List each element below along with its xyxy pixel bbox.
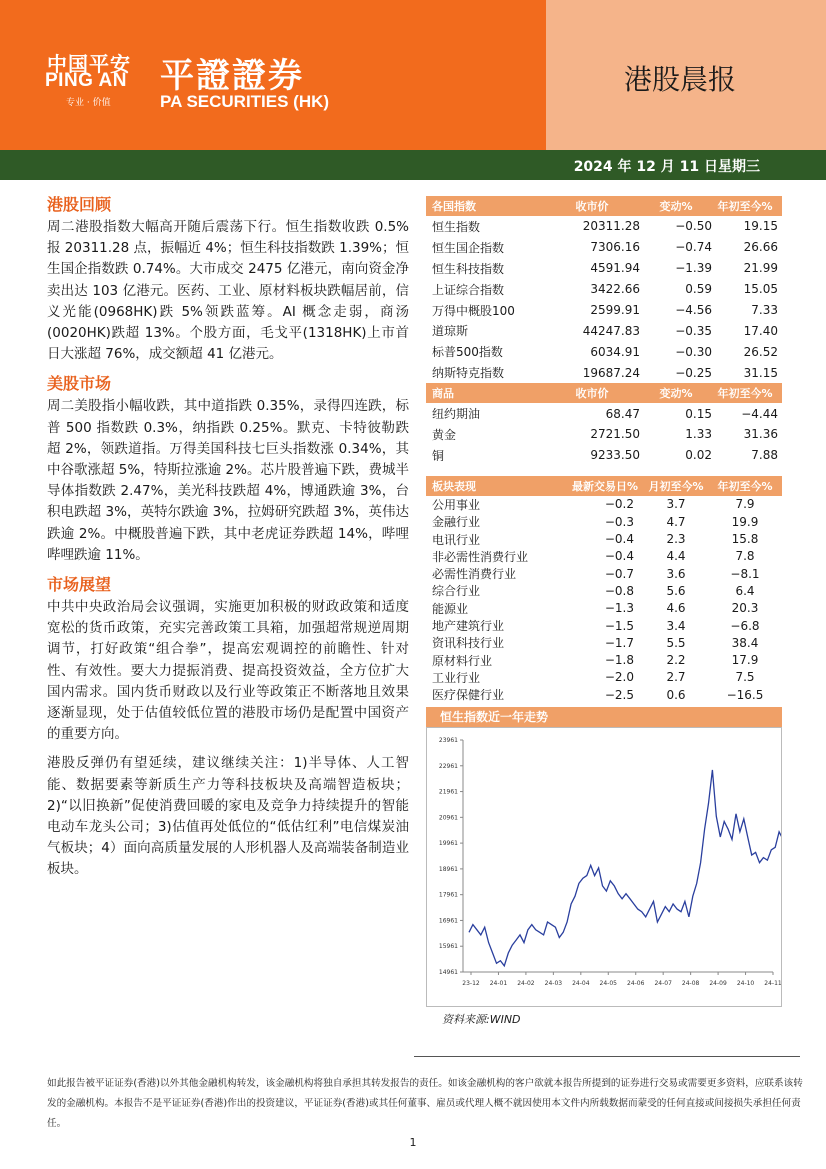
table-cell: −0.4 — [604, 532, 634, 547]
section-title-hk-review: 港股回顾 — [47, 195, 112, 214]
chart-source: 资料来源:WIND — [442, 1013, 521, 1027]
table-cell: 7.8 — [735, 549, 755, 564]
commodities-table-body — [426, 403, 782, 466]
section-title-outlook: 市场展望 — [47, 575, 112, 595]
commentary-column — [47, 190, 409, 881]
pingan-logo-en: PING AN — [45, 70, 127, 91]
table-row — [426, 548, 782, 565]
table-cell: −0.8 — [604, 583, 634, 598]
table-cell: 2.3 — [666, 532, 686, 547]
table-cell: 15.05 — [743, 282, 778, 297]
table-cell: −1.8 — [604, 653, 634, 668]
section-title-us-market: 美股市场 — [47, 374, 112, 394]
hk-review-text: 周二港股指数大幅高开随后震荡下行。恒生指数收跌 0.5%报 20311.28 点，振幅近 4%；恒生科技指数跌 1.39%；恒生国企指数跌 0.74%。大市成交 2475 亿港元，南向资金净卖出达 103 亿港元。医药、工业、原材料板块跌幅居前，信义光能(0968HK)跌 5%领跌蓝筹。AI 概念走弱，商汤(0020HK)跌超 13%。个股方面，毛戈平(1318HK)上市首日大涨超 76%，成交额超 41 亿港元。 — [47, 219, 409, 363]
col-header: 年初至今% — [717, 479, 773, 493]
table-cell: 3422.66 — [590, 282, 640, 297]
table-cell: −1.5 — [604, 618, 634, 633]
table-cell: −0.74 — [675, 240, 712, 255]
table-cell: 必需性消费行业 — [432, 567, 517, 582]
table-cell: 标普500指数 — [432, 345, 503, 360]
table-cell: 3.6 — [666, 566, 686, 581]
table-row — [426, 530, 782, 547]
table-cell: 道琼斯 — [432, 324, 469, 339]
y-tick-label: 15961 — [438, 943, 458, 951]
table-cell: 0.02 — [685, 448, 712, 463]
table-cell: 地产建筑行业 — [432, 619, 505, 634]
y-tick-label: 23961 — [438, 737, 458, 745]
table-cell: 20311.28 — [582, 219, 640, 234]
table-cell: 0.6 — [666, 687, 686, 702]
x-tick-label: 24-03 — [544, 980, 563, 988]
y-tick-label: 16961 — [438, 917, 458, 925]
table-row — [426, 424, 782, 445]
table-row — [426, 216, 782, 237]
table-cell: 恒生指数 — [432, 219, 481, 234]
x-tick-label: 24-05 — [599, 980, 617, 988]
table-cell: −6.8 — [730, 618, 760, 633]
x-tick-label: 24-10 — [736, 980, 755, 988]
table-row — [426, 279, 782, 300]
logo-slogan: 专业 · 价值 — [66, 98, 111, 108]
col-header: 收市价 — [575, 387, 609, 401]
table-cell: 17.40 — [743, 323, 778, 338]
y-tick-label: 20961 — [438, 814, 458, 822]
x-tick-label: 24-02 — [517, 980, 535, 988]
us-market-text: 周二美股指小幅收跌，其中道指跌 0.35%，录得四连跌，标普 500 指数跌 0.3%，纳指跌 0.25%。默克、卡特彼勒跌超 2%，领跌道指。万得美国科技七巨头指数涨 0.34%，其中谷歌涨超 5%，特斯拉涨逾 2%。芯片股普遍下跌，费城半导体指数跌 2.47%，美光科技跌超 4%，博通跌逾 3%，台积电跌超 3%，英特尔跌逾 3%，拉姆研究跌超 3%，英伟达跌逾 2%。中概股普遍下跌，其中老虎证券跌超 14%，哔哩哔哩跌逾 11%。 — [47, 398, 409, 563]
table-cell: 17.9 — [731, 653, 759, 668]
sectors-table-header — [426, 476, 782, 496]
table-cell: 非必需性消费行业 — [432, 549, 529, 564]
brand-name-en: PA SECURITIES (HK) — [160, 92, 330, 111]
x-tick-label: 24-07 — [654, 980, 672, 988]
hsi-line-chart — [427, 728, 781, 1006]
col-header: 变动% — [659, 387, 693, 401]
table-cell: −4.56 — [675, 303, 712, 317]
indices-table-header — [426, 196, 782, 216]
x-tick-label: 24-08 — [681, 980, 700, 988]
table-cell: −16.5 — [726, 687, 764, 702]
table-cell: 5.6 — [666, 583, 686, 598]
table-cell: 2721.50 — [590, 427, 640, 442]
table-cell: 7.33 — [751, 303, 778, 317]
table-row — [426, 686, 782, 703]
table-row — [426, 320, 782, 341]
x-tick-label: 24-01 — [489, 980, 508, 988]
table-cell: 19687.24 — [582, 365, 640, 380]
table-cell: 44247.83 — [582, 323, 640, 338]
y-tick-label: 17961 — [438, 892, 458, 900]
table-row — [426, 258, 782, 279]
outlook-text: 中共中央政治局会议强调，实施更加积极的财政政策和适度宽松的货币政策，充实完善政策工具箱，加强超常规逆周期调节，打好政策“组合拳”，提高宏观调控的前瞻性、针对性、有效性。要大力提振消费、提高投资效益，全方位扩大国内需求。国内货币财政以及行业等政策正不断落地且效果逐渐显现，处于估值较低位置的港股市场仍是配置中国资产的重要方向。 — [47, 599, 409, 743]
table-row — [426, 600, 782, 617]
x-tick-label: 24-09 — [709, 980, 727, 988]
table-cell: 7.9 — [735, 497, 755, 512]
table-cell: 电讯行业 — [432, 532, 481, 547]
sectors-table-body — [426, 496, 782, 704]
y-tick-label: 22961 — [438, 763, 458, 771]
page-number: 1 — [409, 1136, 417, 1149]
table-cell: 4.6 — [666, 601, 686, 616]
table-cell: 5.5 — [666, 635, 686, 650]
hsi-chart-frame — [426, 727, 782, 1007]
report-date: 2024 年 12 月 11 日星期三 — [573, 159, 760, 175]
y-tick-label: 21961 — [438, 788, 458, 796]
table-cell: 7.5 — [735, 670, 755, 685]
table-cell: −2.0 — [604, 670, 634, 685]
col-header: 最新交易日% — [571, 479, 639, 493]
brand-name-cn: 平證證券 — [160, 56, 304, 96]
table-cell: 上证综合指数 — [432, 282, 505, 297]
table-cell: 4.4 — [666, 549, 686, 564]
report-title: 港股晨报 — [624, 63, 737, 96]
table-row — [426, 513, 782, 530]
table-cell: 恒生科技指数 — [432, 261, 505, 276]
table-cell: 3.4 — [666, 618, 686, 633]
table-cell: 原材料行业 — [432, 653, 493, 668]
table-row — [426, 651, 782, 668]
table-row — [426, 341, 782, 362]
table-cell: 7306.16 — [590, 240, 640, 255]
table-row — [426, 565, 782, 582]
outlook-recommendations-text: 港股反弹仍有望延续，建议继续关注：1)半导体、人工智能、数据要素等新质生产力等科技板块及高端智造板块；2)“以旧换新”促使消费回暖的家电及竞争力持续提升的智能电动车龙头公司；3)估值再处低位的“低估红利”电信煤炭油气板块；4）面向高质量发展的人形机器人及高端装备制造业板块。 — [47, 755, 409, 878]
table-cell: 0.59 — [685, 282, 712, 297]
table-cell: 7.88 — [751, 448, 778, 463]
table-cell: 31.15 — [743, 365, 778, 380]
table-cell: 铜 — [432, 448, 445, 463]
table-cell: 21.99 — [743, 261, 778, 276]
table-cell: −0.2 — [604, 497, 634, 512]
table-row — [426, 669, 782, 686]
table-cell: 3.7 — [666, 497, 686, 512]
table-cell: 金融行业 — [432, 515, 481, 530]
table-cell: 恒生国企指数 — [432, 240, 505, 255]
table-cell: 6.4 — [735, 583, 755, 598]
indices-table — [426, 196, 782, 383]
table-cell: 26.52 — [743, 344, 778, 359]
table-row — [426, 582, 782, 599]
table-cell: 19.9 — [731, 514, 759, 529]
table-cell: 26.66 — [743, 240, 778, 255]
col-header: 年初至今% — [717, 387, 773, 401]
table-cell: 2.7 — [666, 670, 686, 685]
table-cell: 1.33 — [685, 427, 712, 442]
table-cell: −8.1 — [730, 566, 760, 581]
col-header: 收市价 — [575, 200, 609, 213]
table-cell: 资讯科技行业 — [432, 636, 505, 651]
table-row — [426, 362, 782, 383]
table-cell: −0.25 — [675, 365, 712, 380]
commodities-table — [426, 383, 782, 466]
table-cell: −4.44 — [741, 406, 778, 421]
pingan-logo-cn: 中国平安 — [47, 52, 131, 76]
table-cell: 15.8 — [731, 532, 759, 547]
table-cell: −1.3 — [604, 601, 634, 616]
table-cell: 6034.91 — [590, 344, 640, 359]
y-tick-label: 14961 — [438, 969, 458, 977]
table-cell: 黄金 — [432, 427, 457, 442]
table-cell: 医疗保健行业 — [432, 688, 505, 703]
table-cell: 4591.94 — [590, 261, 640, 276]
col-header: 商品 — [432, 387, 454, 401]
table-cell: 能源业 — [432, 601, 469, 616]
table-cell: −0.50 — [675, 219, 712, 234]
table-row — [426, 496, 782, 513]
table-cell: 纽约期油 — [432, 407, 481, 422]
x-tick-label: 24-11 — [764, 980, 781, 988]
table-cell: −0.7 — [604, 566, 634, 581]
indices-table-body — [426, 216, 782, 383]
table-cell: 0.15 — [685, 406, 712, 421]
date-bar — [0, 150, 826, 180]
chart-title: 恒生指数近一年走势 — [426, 707, 782, 727]
col-header: 变动% — [659, 200, 693, 213]
table-cell: 综合行业 — [432, 584, 481, 599]
table-cell: 公用事业 — [432, 497, 481, 512]
table-cell: −1.39 — [675, 261, 712, 276]
table-cell: 31.36 — [743, 427, 778, 442]
hsi-series-line — [469, 770, 781, 966]
table-row — [426, 617, 782, 634]
y-tick-label: 19961 — [438, 840, 458, 848]
x-tick-label: 23-12 — [462, 980, 480, 988]
table-row — [426, 403, 782, 424]
y-tick-label: 18961 — [438, 866, 458, 874]
table-row — [426, 445, 782, 466]
disclaimer-text: 如此报告被平证证券(香港)以外其他金融机构转发，该金融机构将独自承担其转发报告的责任。如该金融机构的客户欲就本报告所提到的证券进行交易或需要更多资料，应联系该转发的金融机构。本报告不是平证证券(香港)作出的投资建议，平证证券(香港)或其任何董事、雇员或代理人概不就因使用本文件内所载数据而蒙受的任何直接或间接损失承担任何责任。 — [47, 1078, 803, 1129]
commodities-table-header — [426, 383, 782, 403]
table-cell: 38.4 — [731, 635, 759, 650]
table-cell: 万得中概股100 — [432, 303, 515, 318]
table-cell: 2.2 — [666, 653, 686, 668]
table-cell: 纳斯特克指数 — [432, 366, 505, 381]
table-cell: −1.7 — [604, 635, 634, 650]
table-cell: −2.5 — [604, 687, 634, 702]
table-cell: 4.7 — [666, 514, 686, 529]
table-row — [426, 634, 782, 651]
table-cell: 20.3 — [731, 601, 759, 616]
x-tick-label: 24-06 — [627, 980, 645, 988]
col-header: 板块表现 — [432, 479, 476, 493]
sectors-table — [426, 476, 782, 704]
x-tick-label: 24-04 — [572, 980, 590, 988]
table-row — [426, 300, 782, 321]
table-cell: 9233.50 — [590, 448, 640, 463]
table-cell: −0.30 — [675, 344, 712, 359]
footer-divider — [414, 1056, 800, 1057]
col-header: 月初至今% — [648, 479, 704, 493]
table-cell: −0.4 — [604, 549, 634, 564]
table-cell: 19.15 — [743, 219, 778, 234]
col-header: 年初至今% — [717, 200, 773, 213]
table-cell: −0.3 — [604, 514, 634, 529]
table-cell: −0.35 — [675, 323, 712, 338]
table-cell: 68.47 — [605, 406, 640, 421]
market-data-column — [426, 196, 782, 1027]
table-cell: 2599.91 — [590, 303, 640, 317]
col-header: 各国指数 — [432, 200, 476, 213]
table-cell: 工业行业 — [432, 670, 481, 685]
table-row — [426, 237, 782, 258]
